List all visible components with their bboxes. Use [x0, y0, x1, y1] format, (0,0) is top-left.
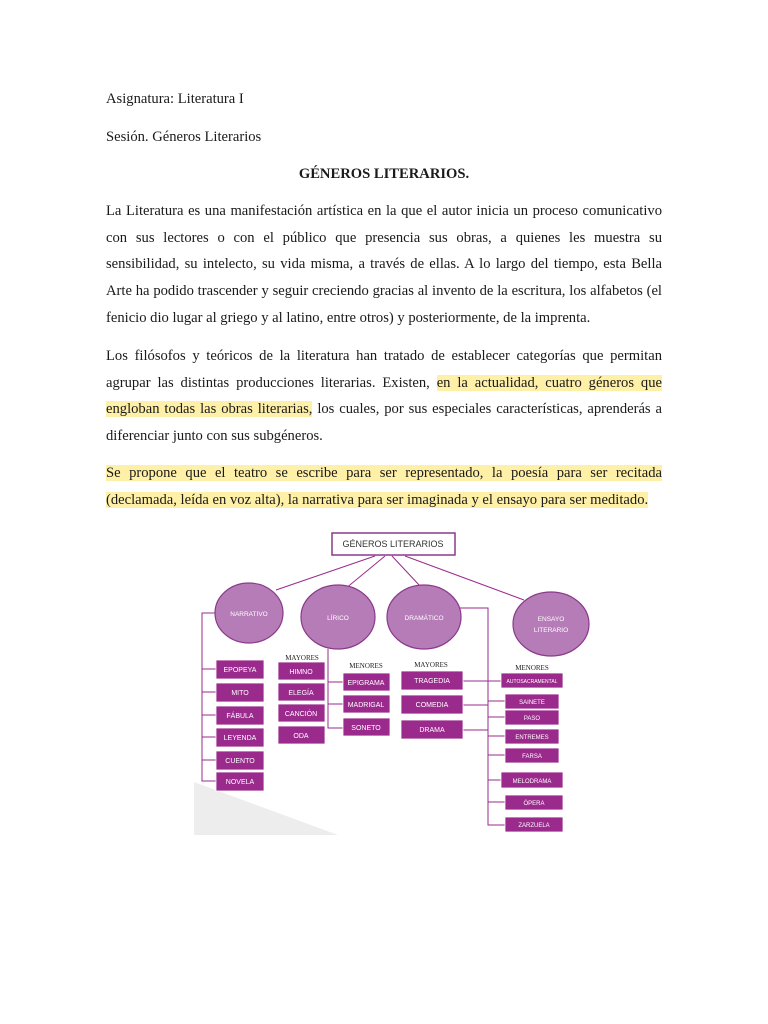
highlighted-text: en la actualidad, cuatro géneros que engloban todas las obras literarias, [106, 374, 662, 418]
dramatico-menor-item: ENTREMES [515, 735, 549, 741]
narrativo-item: EPOPEYA [223, 667, 257, 674]
dramatico-mayor-item: DRAMA [419, 727, 445, 734]
dramatico-menor-item: AUTOSACRAMENTAL [506, 679, 558, 685]
dramatico-mayores-label: MAYORES [414, 661, 448, 669]
lirico-menor-item: SONETO [351, 725, 381, 732]
ensayo-node [513, 592, 589, 656]
root-label: GÉNEROS LITERARIOS [342, 539, 444, 549]
ensayo-label-line2: LITERARIO [533, 627, 569, 634]
lirico-menor-item: EPIGRAMA [347, 680, 385, 687]
narrativo-item: LEYENDA [223, 735, 257, 742]
lirico-menores-label: MENORES [349, 662, 383, 670]
page-title: GÉNEROS LITERARIOS. [298, 166, 470, 182]
narrativo-item: FÁBULA [226, 713, 254, 720]
lirico-mayor-item: ELEGÍA [288, 690, 314, 697]
paragraph-intro: La Literatura es una manifestación artística en la que el autor inicia un proceso comunicativo con sus lectores o con el público que presencia sus obras, a quienes les muestra su sensibilidad, su intelecto, su vida misma, a través de ellas. A lo largo del tiempo, esta Bella Arte ha podido trascender y seguir creciendo gracias al invento de la escritura, los alfabetos (el fenicio dio lugar al griego y al latino, entre otros) y posteriormente, de la imprenta. [106, 203, 662, 326]
subject-line: Asignatura: Literatura I [106, 91, 244, 107]
arrow-lirico [345, 556, 385, 589]
dramatico-menor-item: MELODRAMA [512, 779, 552, 785]
lirico-menor-item: MADRIGAL [347, 702, 385, 709]
dramatico-menor-item: FARSA [522, 754, 542, 760]
dramatico-mayor-item: TRAGEDIA [414, 678, 450, 685]
dramatico-menores-label: MENORES [515, 664, 549, 672]
ensayo-label-line1: ENSAYO [537, 616, 565, 623]
highlighted-proposal: Se propone que el teatro se escribe para ser representado, la poesía para ser recitada (declamada, leída en voz alta), la narrativa para ser imaginada y el ensayo para ser meditado. [106, 465, 662, 508]
narrativo-item: NOVELA [225, 779, 255, 786]
narrativo-item: MITO [231, 690, 249, 697]
paragraph-genres-end: los cuales, por sus especiales características, aprenderás a diferenciar junto con sus subgéneros. [106, 401, 662, 445]
narrativo-item: CUENTO [225, 758, 255, 765]
narrativo-bracket [202, 613, 216, 781]
paragraph-genres-start: Los filósofos y teóricos de la literatura han tratado de establecer categorías que permitan agrupar las distintas producciones literarias. Existen, [106, 348, 662, 391]
lirico-mayor-item: CANCIÓN [284, 711, 318, 718]
lirico-bracket [328, 649, 343, 728]
lirico-label: LÍRICO [327, 615, 349, 622]
narrativo-items [216, 660, 264, 791]
dramatico-menores-items [501, 673, 563, 832]
lirico-mayor-item: HIMNO [289, 669, 313, 676]
lirico-mayor-item: ODA [293, 733, 309, 740]
lirico-mayores-items [278, 662, 325, 744]
dramatico-menor-item: PASO [523, 716, 541, 722]
dramatico-mayor-item: COMEDIA [415, 702, 449, 709]
dramatico-label: DRAMÁTICO [404, 615, 444, 622]
lirico-mayores-label: MAYORES [285, 654, 319, 662]
dramatico-mayores-items [401, 671, 463, 739]
session-line: Sesión. Géneros Literarios [106, 129, 262, 145]
dramatico-menor-item: ZARZUELA [518, 823, 550, 829]
dramatico-menor-item: SAINETE [519, 700, 545, 706]
dramatico-menor-item: ÓPERA [523, 801, 545, 807]
narrativo-label: NARRATIVO [230, 611, 268, 618]
lirico-menores-items [343, 673, 390, 736]
arrow-narrativo [276, 556, 375, 590]
